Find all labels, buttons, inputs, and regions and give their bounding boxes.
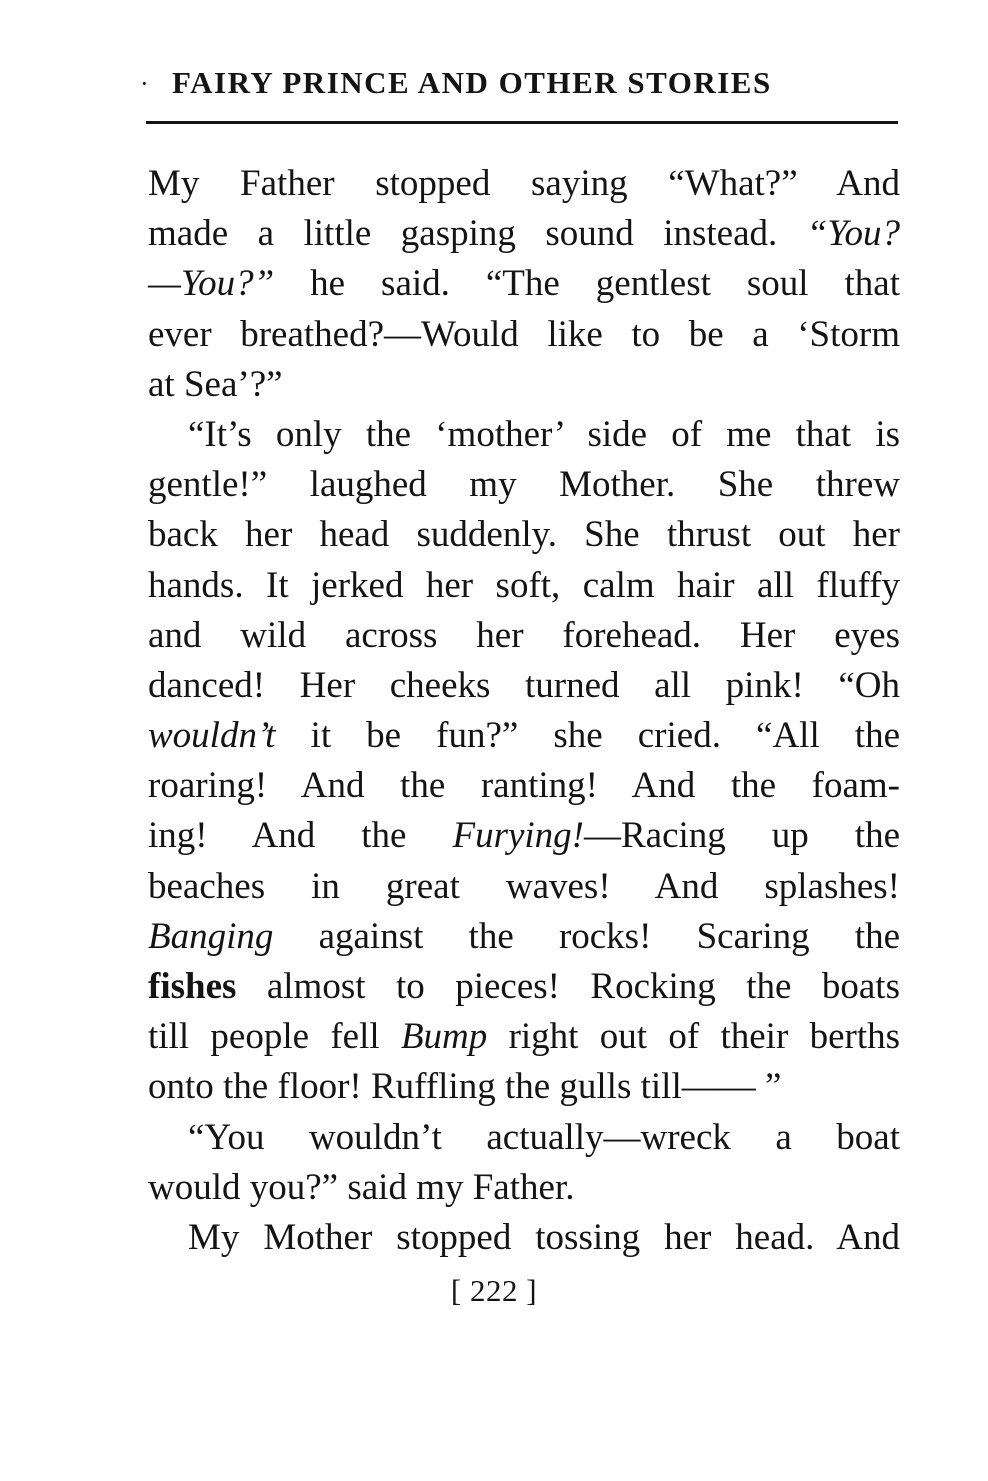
text-segment: hands. It jerked her soft, calm hair all fluffy bbox=[148, 564, 900, 606]
text-segment: Bump bbox=[400, 1016, 488, 1058]
text-line bbox=[148, 159, 900, 209]
text-line bbox=[148, 1213, 900, 1263]
text-line bbox=[148, 410, 900, 460]
text-line bbox=[148, 1113, 900, 1163]
text-line bbox=[148, 561, 900, 611]
text-segment: ing! And the bbox=[148, 815, 453, 857]
text-line bbox=[148, 510, 900, 560]
text-line bbox=[148, 209, 900, 259]
text-line bbox=[148, 611, 900, 661]
header-bullet: · bbox=[140, 69, 149, 98]
text-segment: ever breathed?—Would like to be a ‘Storm bbox=[148, 313, 900, 355]
body-text bbox=[148, 159, 900, 1263]
text-segment: at Sea’?” bbox=[148, 363, 283, 405]
text-segment: My Father stopped saying “What?” And bbox=[148, 163, 900, 204]
text-segment: right out of their berths bbox=[487, 1016, 900, 1058]
text-segment: would you?” said my Father. bbox=[148, 1166, 575, 1208]
text-segment: My Mother stopped tossing her head. And bbox=[188, 1216, 900, 1258]
text-line bbox=[148, 811, 900, 861]
text-segment: beaches in great waves! And splashes! bbox=[148, 865, 900, 907]
text-line bbox=[148, 1062, 900, 1112]
text-segment: roaring! And the ranting! And the foam- bbox=[148, 765, 900, 807]
text-segment: till people fell bbox=[148, 1016, 401, 1058]
text-line bbox=[148, 761, 900, 811]
text-segment: gentle!” laughed my Mother. She threw bbox=[148, 464, 900, 506]
text-line bbox=[148, 460, 900, 510]
text-segment: against the rocks! Scaring the bbox=[273, 915, 900, 957]
text-line bbox=[148, 661, 900, 711]
text-segment: and wild across her forehead. Her eyes bbox=[148, 614, 900, 656]
text-segment: fishes bbox=[148, 966, 237, 1007]
text-segment: Banging bbox=[148, 915, 274, 957]
text-segment: —You?” bbox=[148, 263, 275, 305]
text-segment: —Racing up the bbox=[584, 815, 900, 857]
text-segment: danced! Her cheeks turned all pink! “Oh bbox=[148, 664, 900, 706]
text-line bbox=[148, 310, 900, 360]
text-line bbox=[148, 360, 900, 410]
text-segment: Furying! bbox=[452, 815, 584, 857]
text-segment: almost to pieces! Rocking the boats bbox=[236, 966, 900, 1007]
text-segment: made a little gasping sound instead. bbox=[148, 213, 807, 255]
text-line bbox=[148, 711, 900, 761]
text-segment: “You? bbox=[806, 213, 900, 255]
text-segment: onto the floor! Ruffling the gulls till—— ” bbox=[148, 1066, 782, 1108]
page-number: [ 222 ] bbox=[450, 1273, 538, 1308]
text-line bbox=[148, 962, 900, 1012]
text-line bbox=[148, 912, 900, 962]
text-line bbox=[148, 862, 900, 912]
text-line bbox=[148, 1163, 900, 1213]
text-segment: wouldn’t bbox=[148, 715, 276, 757]
page-header bbox=[140, 64, 898, 108]
text-segment: it be fun?” she cried. “All the bbox=[275, 715, 900, 757]
running-head: FAIRY PRINCE AND OTHER STORIES bbox=[172, 65, 772, 100]
text-segment: he said. “The gentlest soul that bbox=[274, 263, 900, 305]
text-segment: back her head suddenly. She thrust out her bbox=[148, 514, 900, 556]
text-segment: “It’s only the ‘mother’ side of me that is bbox=[188, 413, 900, 455]
text-segment: “You wouldn’t actually—wreck a boat bbox=[188, 1116, 900, 1158]
text-line bbox=[148, 259, 900, 309]
text-line bbox=[148, 1012, 900, 1062]
header-rule bbox=[146, 121, 898, 124]
